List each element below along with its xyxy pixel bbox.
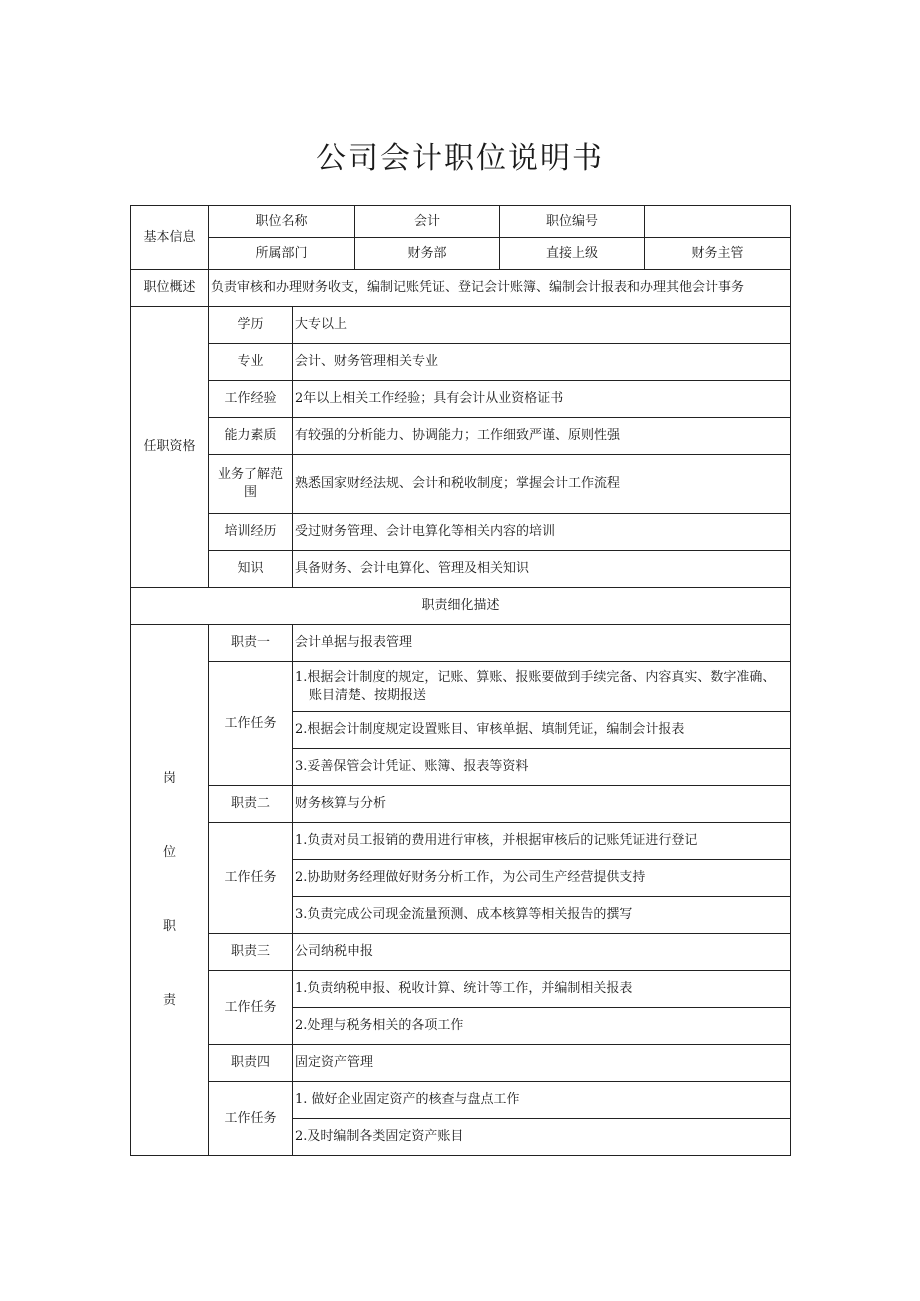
task-group-label: 工作任务 [209, 823, 293, 934]
basic-info-label: 基本信息 [131, 206, 209, 270]
duty-name: 公司纳税申报 [293, 934, 791, 971]
qualification-row [131, 344, 791, 381]
task-row [131, 971, 791, 1008]
qualification-value: 受过财务管理、会计电算化等相关内容的培训 [293, 514, 791, 551]
task-group-label: 工作任务 [209, 1082, 293, 1156]
position-number-value [645, 206, 791, 238]
qualification-value: 有较强的分析能力、协调能力；工作细致严谨、原则性强 [293, 418, 791, 455]
duties-label-char: 责 [162, 993, 176, 1008]
duties-label-char: 位 [162, 845, 176, 860]
qualification-row [131, 455, 791, 514]
qualification-value: 2年以上相关工作经验；具有会计从业资格证书 [293, 381, 791, 418]
qualification-label: 专业 [209, 344, 293, 381]
task-item: 2.协助财务经理做好财务分析工作，为公司生产经营提供支持 [293, 860, 791, 897]
job-description-table [130, 205, 791, 1156]
task-group-label: 工作任务 [209, 662, 293, 786]
task-item: 2.根据会计制度规定设置账目、审核单据、填制凭证，编制会计报表 [293, 712, 791, 749]
qualification-label: 学历 [209, 307, 293, 344]
duty-label: 职责四 [209, 1045, 293, 1082]
task-item: 3.妥善保管会计凭证、账簿、报表等资料 [293, 749, 791, 786]
qualification-label: 知识 [209, 551, 293, 588]
qualification-row [131, 514, 791, 551]
detail-header-row [131, 588, 791, 625]
qualification-label: 能力素质 [209, 418, 293, 455]
duty-name: 会计单据与报表管理 [293, 625, 791, 662]
qualification-value: 具备财务、会计电算化、管理及相关知识 [293, 551, 791, 588]
duty-row [131, 786, 791, 823]
qualification-row [131, 381, 791, 418]
duty-label: 职责三 [209, 934, 293, 971]
overview-text: 负责审核和办理财务收支，编制记账凭证、登记会计账簿、编制会计报表和办理其他会计事务 [209, 270, 791, 307]
document-title: 公司会计职位说明书 [316, 141, 604, 176]
qualification-value: 熟悉国家财经法规、会计和税收制度；掌握会计工作流程 [293, 455, 791, 514]
task-row [131, 1082, 791, 1119]
duties-label-char: 职 [162, 919, 176, 934]
task-row [131, 823, 791, 860]
overview-label: 职位概述 [131, 270, 209, 307]
qualifications-label: 任职资格 [131, 307, 209, 588]
position-name-value: 会计 [355, 206, 500, 238]
department-label: 所属部门 [209, 238, 355, 270]
duty-row [131, 1045, 791, 1082]
department-value: 财务部 [355, 238, 500, 270]
basic-info-row-1 [131, 206, 791, 238]
detail-header: 职责细化描述 [131, 588, 791, 625]
overview-row [131, 270, 791, 307]
duty-row [131, 625, 791, 662]
qualification-value: 大专以上 [293, 307, 791, 344]
task-item: 3.负责完成公司现金流量预测、成本核算等相关报告的撰写 [293, 897, 791, 934]
task-item: 2.及时编制各类固定资产账目 [293, 1119, 791, 1156]
task-item: 1.负责对员工报销的费用进行审核，并根据审核后的记账凭证进行登记 [293, 823, 791, 860]
supervisor-label: 直接上级 [500, 238, 645, 270]
task-row [131, 662, 791, 712]
duty-row [131, 934, 791, 971]
basic-info-row-2 [131, 238, 791, 270]
qualification-value: 会计、财务管理相关专业 [293, 344, 791, 381]
qualification-label: 工作经验 [209, 381, 293, 418]
duty-name: 固定资产管理 [293, 1045, 791, 1082]
task-item: 1.负责纳税申报、税收计算、统计等工作，并编制相关报表 [293, 971, 791, 1008]
task-item: 1.根据会计制度的规定，记账、算账、报账要做到手续完备、内容真实、数字准确、账目清楚、按期报送 [293, 662, 791, 712]
task-item: 2.处理与税务相关的各项工作 [293, 1008, 791, 1045]
duty-label: 职责一 [209, 625, 293, 662]
qualification-row [131, 551, 791, 588]
duties-label-char: 岗 [162, 771, 176, 786]
duty-label: 职责二 [209, 786, 293, 823]
qualification-row [131, 307, 791, 344]
qualification-row [131, 418, 791, 455]
duty-name: 财务核算与分析 [293, 786, 791, 823]
position-number-label: 职位编号 [500, 206, 645, 238]
qualification-label: 业务了解范围 [209, 455, 293, 514]
supervisor-value: 财务主管 [645, 238, 791, 270]
position-name-label: 职位名称 [209, 206, 355, 238]
task-group-label: 工作任务 [209, 971, 293, 1045]
qualification-label: 培训经历 [209, 514, 293, 551]
duties-label [131, 625, 209, 1156]
task-item: 1. 做好企业固定资产的核查与盘点工作 [293, 1082, 791, 1119]
